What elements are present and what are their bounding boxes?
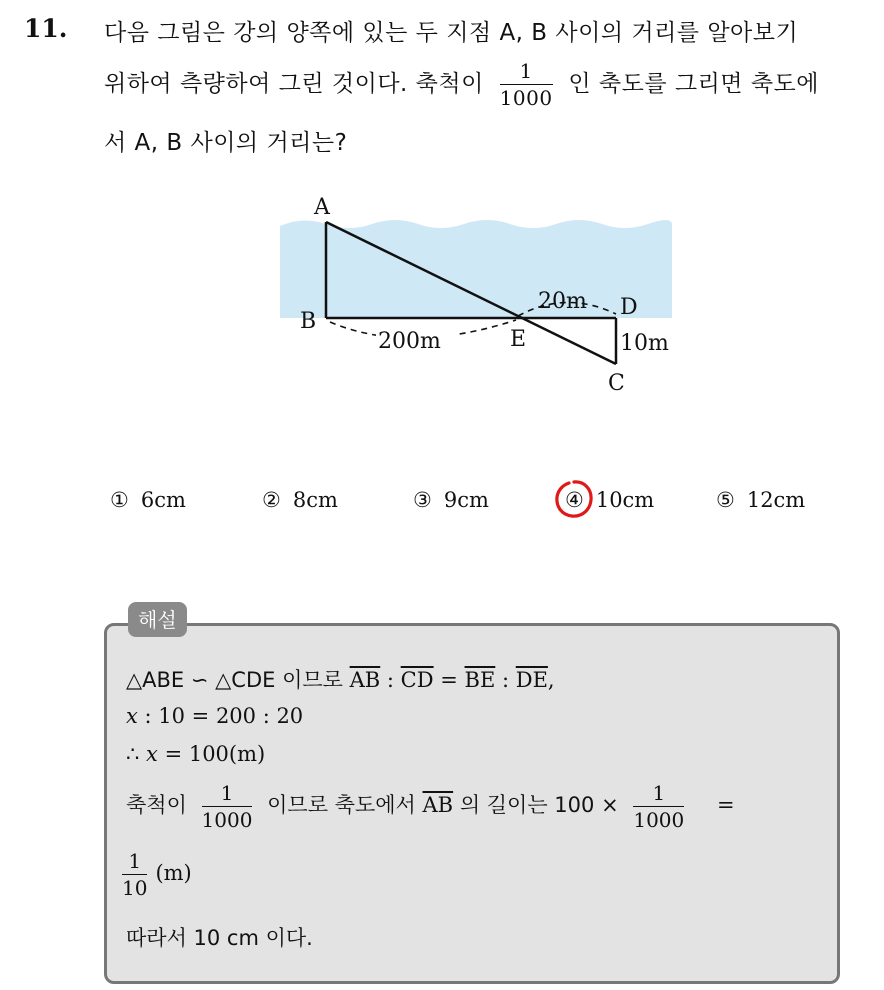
choice-3-marker: ③ <box>413 488 432 512</box>
segment-AB-text-2: $\overline{AB}$ <box>422 793 454 817</box>
solution-line-6: 따라서 10 cm 이다. <box>126 926 313 950</box>
variable-x-2: x <box>146 742 158 766</box>
ratio-sep-2: : <box>495 668 516 692</box>
solution-scale-numerator: 1 <box>202 780 253 807</box>
question-number: 11. <box>24 14 68 43</box>
length-BE: 200m <box>378 329 441 354</box>
scale-fraction <box>500 58 553 111</box>
solution-multiplier-denominator: 1000 <box>633 808 685 832</box>
label-C: C <box>608 371 625 396</box>
result-unit: (m) <box>155 861 192 885</box>
choice-5-marker: ⑤ <box>716 488 735 512</box>
question-line-2-text-b: 인 축도를 그리면 축도에 <box>568 71 819 97</box>
choice-2-text: 8cm <box>292 488 338 512</box>
solution-scale-denominator: 1000 <box>201 808 253 832</box>
segment-AB-text: $\overline{AB}$ <box>349 668 381 692</box>
solution-multiplier-numerator: 1 <box>633 780 684 807</box>
label-E: E <box>510 327 527 352</box>
choice-2-marker: ② <box>262 488 281 512</box>
solution-line-4-c: 의 길이는 100 × <box>459 793 619 817</box>
result-numerator: 1 <box>122 848 147 875</box>
segment-DE-text: $\overline{DE}$ <box>515 668 548 692</box>
result-denominator: 10 <box>122 876 148 900</box>
equals-2: = <box>716 793 735 817</box>
solution-line-1 <box>126 664 555 694</box>
river-triangle-figure <box>278 190 688 400</box>
ratio-sep-1: : <box>380 668 401 692</box>
segment-BE-text: $\overline{BE}$ <box>464 668 496 692</box>
choice-3-text: 9cm <box>443 488 489 512</box>
choice-1[interactable] <box>110 488 186 512</box>
river-water <box>280 220 672 318</box>
question-line-3: 서 A, B 사이의 거리는? <box>104 130 348 156</box>
label-A: A <box>314 195 330 220</box>
segment-CD-text: $\overline{CD}$ <box>400 668 434 692</box>
solution-line-4-b: 이므로 축도에서 <box>267 793 416 817</box>
scale-fraction-denominator: 1000 <box>499 86 553 110</box>
choice-2[interactable] <box>262 488 338 512</box>
solution-line-2 <box>126 704 303 728</box>
label-B: B <box>300 309 317 334</box>
question-line-2 <box>104 58 819 111</box>
length-DC: 10m <box>620 331 669 356</box>
solution-line-4-a: 축척이 <box>126 793 187 817</box>
solution-line-3-rest: = 100(m) <box>157 742 266 766</box>
solution-line-2-rest: : 10 = 200 : 20 <box>137 704 304 728</box>
scale-fraction-numerator: 1 <box>500 58 553 85</box>
solution-line-4 <box>126 780 735 833</box>
choice-4-marker: ④ <box>565 488 584 512</box>
answer-mark-icon <box>553 478 595 520</box>
choice-5-text: 12cm <box>746 488 806 512</box>
length-ED: 20m <box>538 289 587 314</box>
solution-scale-fraction <box>202 780 253 833</box>
question-line-1: 다음 그림은 강의 양쪽에 있는 두 지점 A, B 사이의 거리를 알아보기 <box>104 20 799 46</box>
therefore-symbol: ∴ <box>126 742 147 766</box>
solution-multiplier-fraction <box>633 780 684 833</box>
choice-1-text: 6cm <box>140 488 186 512</box>
solution-line-1-a: △ABE ∽ △CDE 이므로 <box>126 668 343 692</box>
choice-3[interactable] <box>413 488 489 512</box>
solution-line-3 <box>126 742 265 766</box>
solution-tag: 해설 <box>128 602 187 637</box>
equals-1: = <box>433 668 465 692</box>
result-fraction <box>122 848 147 901</box>
variable-x: x <box>126 704 138 728</box>
label-D: D <box>620 295 638 320</box>
choice-1-marker: ① <box>110 488 129 512</box>
question-line-2-text-a: 위하여 측량하여 그린 것이다. 축척이 <box>104 71 484 97</box>
solution-line-5 <box>122 848 192 901</box>
line-1-comma: , <box>547 668 555 692</box>
choice-4-text: 10cm <box>595 488 655 512</box>
choice-5[interactable] <box>716 488 805 512</box>
